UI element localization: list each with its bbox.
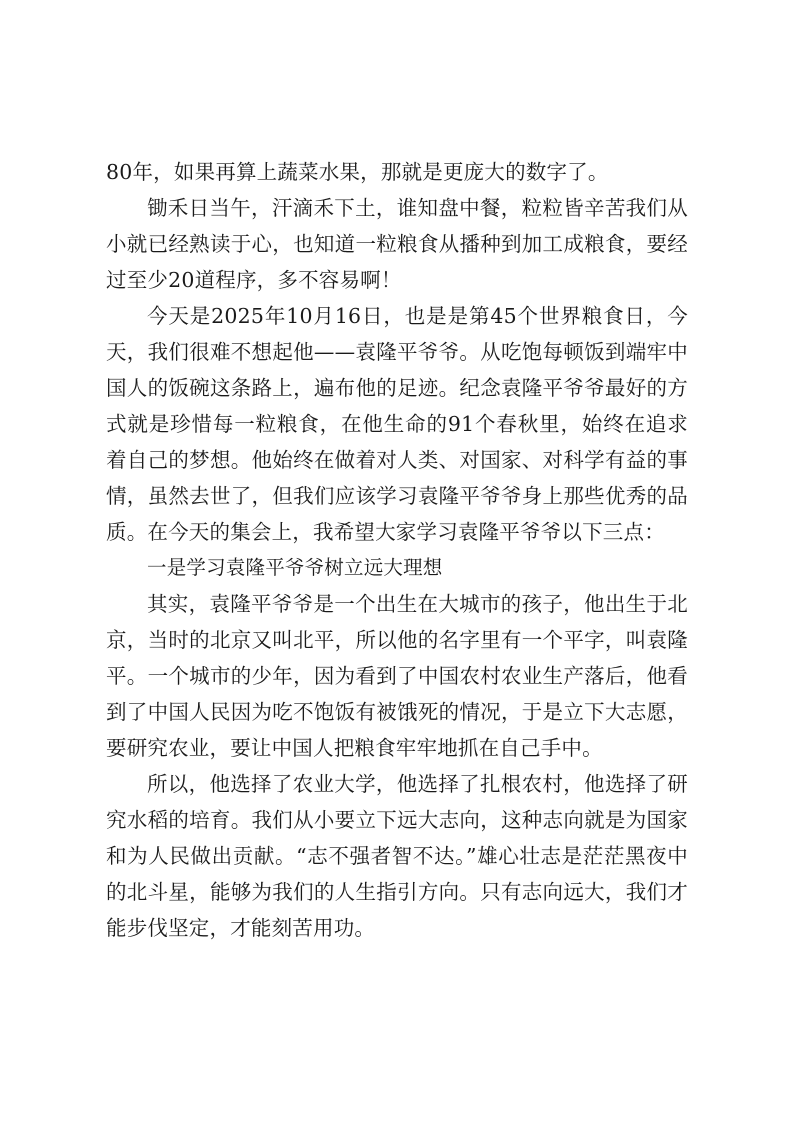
- paragraph-choice: 所以，他选择了农业大学，他选择了扎根农村，他选择了研究水稻的培育。我们从小要立下远大志向，这种志向就是为国家和为人民做出贡献。“志不强者智不达。”雄心壮志是茫茫黑夜中的北斗星，能够为我们的人生指引方向。只有志向远大，我们才能步伐坚定，才能刻苦用功。: [106, 772, 688, 940]
- paragraph-world-food-day: 今天是2025年10月16日，也是是第45个世界粮食日，今天，我们很难不想起他——袁隆平爷爷。从吃饱每顿饭到端牢中国人的饭碗这条路上，遍布他的足迹。纪念袁隆平爷爷最好的方式就是珍惜每一粒粮食，在他生命的91个春秋里，始终在追求着自己的梦想。他始终在做着对人类、对国家、对科学有益的事情，虽然去世了，但我们应该学习袁隆平爷爷身上那些优秀的品质。在今天的集会上，我希望大家学习袁隆平爷爷以下三点：: [106, 304, 688, 544]
- paragraph-continuation: 80年，如果再算上蔬菜水果，那就是更庞大的数字了。: [106, 160, 609, 184]
- paragraph-childhood: 其实，袁隆平爷爷是一个出生在大城市的孩子，他出生于北京，当时的北京又叫北平，所以他的名字里有一个平字，叫袁隆平。一个城市的少年，因为看到了中国农村农业生产落后，他看到了中国人民因为吃不饱饭有被饿死的情况，于是立下大志愿，要研究农业，要让中国人把粮食牢牢地抓在自己手中。: [106, 592, 688, 760]
- paragraph-poem-grain: 锄禾日当午，汗滴禾下土，谁知盘中餐，粒粒皆辛苦我们从小就已经熟读于心，也知道一粒粮食从播种到加工成粮食，要经过至少20道程序，多不容易啊！: [106, 196, 688, 292]
- document-body: [106, 154, 688, 946]
- section-heading-ideal: 一是学习袁隆平爷爷树立远大理想: [147, 556, 443, 579]
